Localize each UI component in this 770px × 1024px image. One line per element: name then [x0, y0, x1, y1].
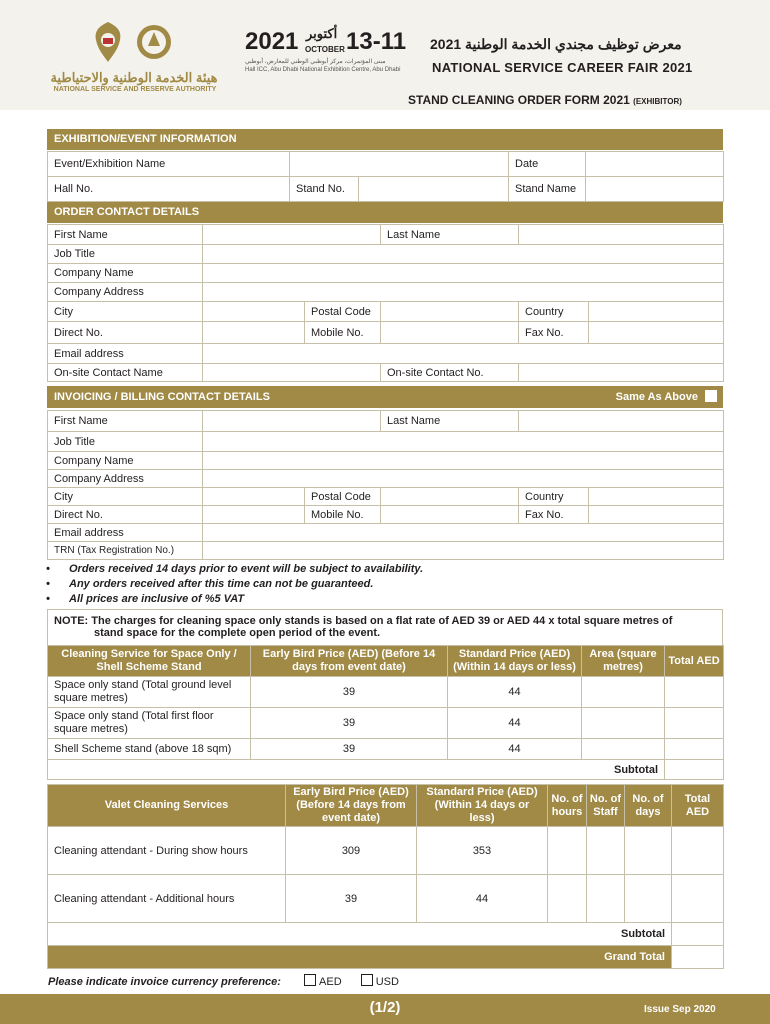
- cleaning-service-cell: Space only stand (Total first floor square metres): [48, 708, 251, 739]
- terms-list: [46, 563, 726, 608]
- inv-fax-label: Fax No.: [519, 506, 589, 524]
- cleaning-early-cell: 39: [251, 677, 448, 708]
- currency-aed-label: AED: [319, 976, 342, 988]
- inv-direct-input[interactable]: [203, 506, 305, 524]
- fair-title-ar: معرض توظيف مجندي الخدمة الوطنية 2021: [430, 36, 682, 52]
- invoicing-title-text: INVOICING / BILLING CONTACT DETAILS: [54, 391, 270, 403]
- date-input[interactable]: [586, 152, 724, 177]
- valet-hours-input[interactable]: [548, 875, 587, 923]
- form-title-main: STAND CLEANING ORDER FORM 2021: [408, 93, 630, 107]
- valet-header-service: Valet Cleaning Services: [48, 785, 286, 827]
- order-email-input[interactable]: [203, 344, 724, 364]
- inv-city-label: City: [48, 488, 203, 506]
- cleaning-area-input[interactable]: [582, 708, 665, 739]
- order-company-name-input[interactable]: [203, 264, 724, 283]
- order-job-title-input[interactable]: [203, 245, 724, 264]
- order-country-input[interactable]: [589, 302, 724, 322]
- order-company-address-input[interactable]: [203, 283, 724, 302]
- cleaning-total-input[interactable]: [665, 739, 724, 760]
- stand-no-label: Stand No.: [290, 177, 359, 202]
- valet-staff-input[interactable]: [587, 827, 625, 875]
- inv-company-address-input[interactable]: [203, 470, 724, 488]
- event-name-input[interactable]: [290, 152, 509, 177]
- cleaning-standard-cell: 44: [448, 677, 582, 708]
- cleaning-total-input[interactable]: [665, 677, 724, 708]
- invoicing-table: [47, 410, 724, 560]
- table-row: [48, 708, 724, 739]
- inv-job-title-label: Job Title: [48, 432, 203, 452]
- order-city-input[interactable]: [203, 302, 305, 322]
- order-direct-label: Direct No.: [48, 322, 203, 344]
- note-line2: stand space for the complete open period of the event.: [94, 627, 381, 639]
- pricing-note: [47, 609, 723, 645]
- inv-job-title-input[interactable]: [203, 432, 724, 452]
- cleaning-service-cell: Shell Scheme stand (above 18 sqm): [48, 739, 251, 760]
- stand-name-input[interactable]: [586, 177, 724, 202]
- table-row: [48, 739, 724, 760]
- table-row: [48, 827, 724, 875]
- same-as-above-checkbox[interactable]: [705, 390, 717, 402]
- footer-band: [0, 994, 770, 1024]
- valet-staff-input[interactable]: [587, 875, 625, 923]
- cleaning-header-service: Cleaning Service for Space Only / Shell Scheme Stand: [48, 646, 251, 677]
- currency-preference: [48, 974, 399, 988]
- inv-city-input[interactable]: [203, 488, 305, 506]
- table-row: [48, 677, 724, 708]
- valet-header-days: No. of days: [625, 785, 672, 827]
- order-mobile-input[interactable]: [381, 322, 519, 344]
- cleaning-subtotal-label: Subtotal: [48, 760, 665, 780]
- valet-header-early: Early Bird Price (AED) (Before 14 days from event date): [286, 785, 417, 827]
- order-mobile-label: Mobile No.: [305, 322, 381, 344]
- inv-postal-label: Postal Code: [305, 488, 381, 506]
- valet-service-cell: Cleaning attendant - Additional hours: [48, 875, 286, 923]
- valet-header-hours: No. of hours: [548, 785, 587, 827]
- valet-header-total: Total AED: [672, 785, 724, 827]
- table-row: [48, 875, 724, 923]
- order-first-name-label: First Name: [48, 225, 203, 245]
- valet-hours-input[interactable]: [548, 827, 587, 875]
- cleaning-services-table: [47, 645, 724, 780]
- currency-usd-option[interactable]: [361, 976, 399, 988]
- stand-name-label: Stand Name: [509, 177, 586, 202]
- authority-name-en: NATIONAL SERVICE AND RESERVE AUTHORITY: [53, 86, 217, 93]
- cleaning-total-input[interactable]: [665, 708, 724, 739]
- order-onsite-name-label: On-site Contact Name: [48, 364, 203, 382]
- currency-usd-label: USD: [375, 976, 399, 988]
- inv-last-name-label: Last Name: [381, 411, 519, 432]
- valet-early-cell: 39: [286, 875, 417, 923]
- grand-total-input[interactable]: [672, 946, 724, 969]
- exhibition-section-title: EXHIBITION/EVENT INFORMATION: [47, 129, 723, 150]
- cleaning-area-input[interactable]: [582, 677, 665, 708]
- date-label: Date: [509, 152, 586, 177]
- page-number: (1/2): [369, 999, 401, 1016]
- order-direct-input[interactable]: [203, 322, 305, 344]
- cleaning-header-total: Total AED: [665, 646, 724, 677]
- inv-mobile-input[interactable]: [381, 506, 519, 524]
- inv-trn-label: TRN (Tax Registration No.): [48, 542, 203, 560]
- event-year: 2021: [245, 28, 299, 55]
- venue-en: Hall ICC, Abu Dhabi National Exhibition Centre, Abu Dhabi: [245, 67, 401, 73]
- event-month-en: OCTOBER: [305, 45, 345, 54]
- event-month-ar: أكتوبر: [306, 26, 338, 41]
- order-contact-table: [47, 224, 724, 382]
- valet-subtotal-input[interactable]: [672, 923, 724, 946]
- cleaning-standard-cell: 44: [448, 739, 582, 760]
- authority-name-ar: هيئة الخدمة الوطنية والاحتياطية: [50, 70, 218, 85]
- grand-total-label: Grand Total: [48, 946, 672, 969]
- form-title-sub: (EXHIBITOR): [633, 97, 682, 106]
- inv-direct-label: Direct No.: [48, 506, 203, 524]
- order-postal-input[interactable]: [381, 302, 519, 322]
- valet-total-input[interactable]: [672, 827, 724, 875]
- inv-company-address-label: Company Address: [48, 470, 203, 488]
- currency-aed-checkbox[interactable]: [304, 974, 316, 986]
- currency-usd-checkbox[interactable]: [361, 974, 373, 986]
- order-company-address-label: Company Address: [48, 283, 203, 302]
- same-as-above-option[interactable]: [616, 386, 717, 408]
- inv-last-name-input[interactable]: [519, 411, 724, 432]
- cleaning-standard-cell: 44: [448, 708, 582, 739]
- uae-emblem-icon: [90, 20, 126, 64]
- order-last-name-input[interactable]: [519, 225, 724, 245]
- inv-fax-input[interactable]: [589, 506, 724, 524]
- cleaning-header-early: Early Bird Price (AED) (Before 14 days from event date): [251, 646, 448, 677]
- order-fax-input[interactable]: [589, 322, 724, 344]
- order-email-label: Email address: [48, 344, 203, 364]
- terms-item: • Any orders received after this time can not be guaranteed.: [46, 578, 374, 590]
- cleaning-area-input[interactable]: [582, 739, 665, 760]
- valet-service-cell: Cleaning attendant - During show hours: [48, 827, 286, 875]
- order-company-name-label: Company Name: [48, 264, 203, 283]
- terms-item: • All prices are inclusive of %5 VAT: [46, 593, 245, 605]
- valet-days-input[interactable]: [625, 875, 672, 923]
- valet-days-input[interactable]: [625, 827, 672, 875]
- order-last-name-label: Last Name: [381, 225, 519, 245]
- order-onsite-no-label: On-site Contact No.: [381, 364, 519, 382]
- order-fax-label: Fax No.: [519, 322, 589, 344]
- cleaning-early-cell: 39: [251, 739, 448, 760]
- inv-company-name-label: Company Name: [48, 452, 203, 470]
- inv-mobile-label: Mobile No.: [305, 506, 381, 524]
- valet-services-table: [47, 784, 724, 969]
- note-line1: The charges for cleaning space only stands is based on a flat rate of AED 39 or AED 44 x total square metres of: [91, 615, 673, 627]
- form-title: [408, 93, 682, 107]
- order-onsite-no-input[interactable]: [519, 364, 724, 382]
- inv-trn-input[interactable]: [203, 542, 724, 560]
- valet-early-cell: 309: [286, 827, 417, 875]
- same-as-above-label: Same As Above: [615, 391, 698, 403]
- inv-first-name-input[interactable]: [203, 411, 381, 432]
- terms-item: • Orders received 14 days prior to event will be subject to availability.: [46, 563, 424, 575]
- event-days: 13-11: [346, 28, 407, 55]
- event-name-label: Event/Exhibition Name: [48, 152, 290, 177]
- cleaning-service-cell: Space only stand (Total ground level square metres): [48, 677, 251, 708]
- exhibition-table: [47, 151, 724, 202]
- order-country-label: Country: [519, 302, 589, 322]
- cleaning-header-area: Area (square metres): [582, 646, 665, 677]
- valet-subtotal-label: Subtotal: [48, 923, 672, 946]
- cleaning-header-standard: Standard Price (AED) (Within 14 days or less): [448, 646, 582, 677]
- currency-label: Please indicate invoice currency preference:: [48, 976, 281, 988]
- inv-postal-input[interactable]: [381, 488, 519, 506]
- note-label: NOTE:: [54, 615, 89, 627]
- inv-email-label: Email address: [48, 524, 203, 542]
- valet-standard-cell: 44: [417, 875, 548, 923]
- cleaning-early-cell: 39: [251, 708, 448, 739]
- cleaning-subtotal-input[interactable]: [665, 760, 724, 780]
- valet-standard-cell: 353: [417, 827, 548, 875]
- order-first-name-input[interactable]: [203, 225, 381, 245]
- inv-country-input[interactable]: [589, 488, 724, 506]
- stand-no-input[interactable]: [359, 177, 509, 202]
- order-job-title-label: Job Title: [48, 245, 203, 264]
- invoicing-section-title: [47, 386, 723, 408]
- order-contact-section-title: ORDER CONTACT DETAILS: [47, 202, 723, 223]
- order-city-label: City: [48, 302, 203, 322]
- valet-total-input[interactable]: [672, 875, 724, 923]
- issue-date: Issue Sep 2020: [644, 1004, 716, 1015]
- inv-company-name-input[interactable]: [203, 452, 724, 470]
- valet-header-staff: No. of Staff: [587, 785, 625, 827]
- inv-country-label: Country: [519, 488, 589, 506]
- venue-ar: مبنى المؤتمرات، مركز أبوظبي الوطني للمعارض، أبوظبي: [245, 59, 386, 65]
- valet-header-standard: Standard Price (AED) (Within 14 days or less): [417, 785, 548, 827]
- fair-title-en: NATIONAL SERVICE CAREER FAIR 2021: [432, 60, 693, 75]
- order-onsite-name-input[interactable]: [203, 364, 381, 382]
- inv-first-name-label: First Name: [48, 411, 203, 432]
- currency-aed-option[interactable]: [304, 976, 342, 988]
- hall-label: Hall No.: [48, 177, 290, 202]
- nsra-emblem-icon: [136, 20, 172, 64]
- order-postal-label: Postal Code: [305, 302, 381, 322]
- inv-email-input[interactable]: [203, 524, 724, 542]
